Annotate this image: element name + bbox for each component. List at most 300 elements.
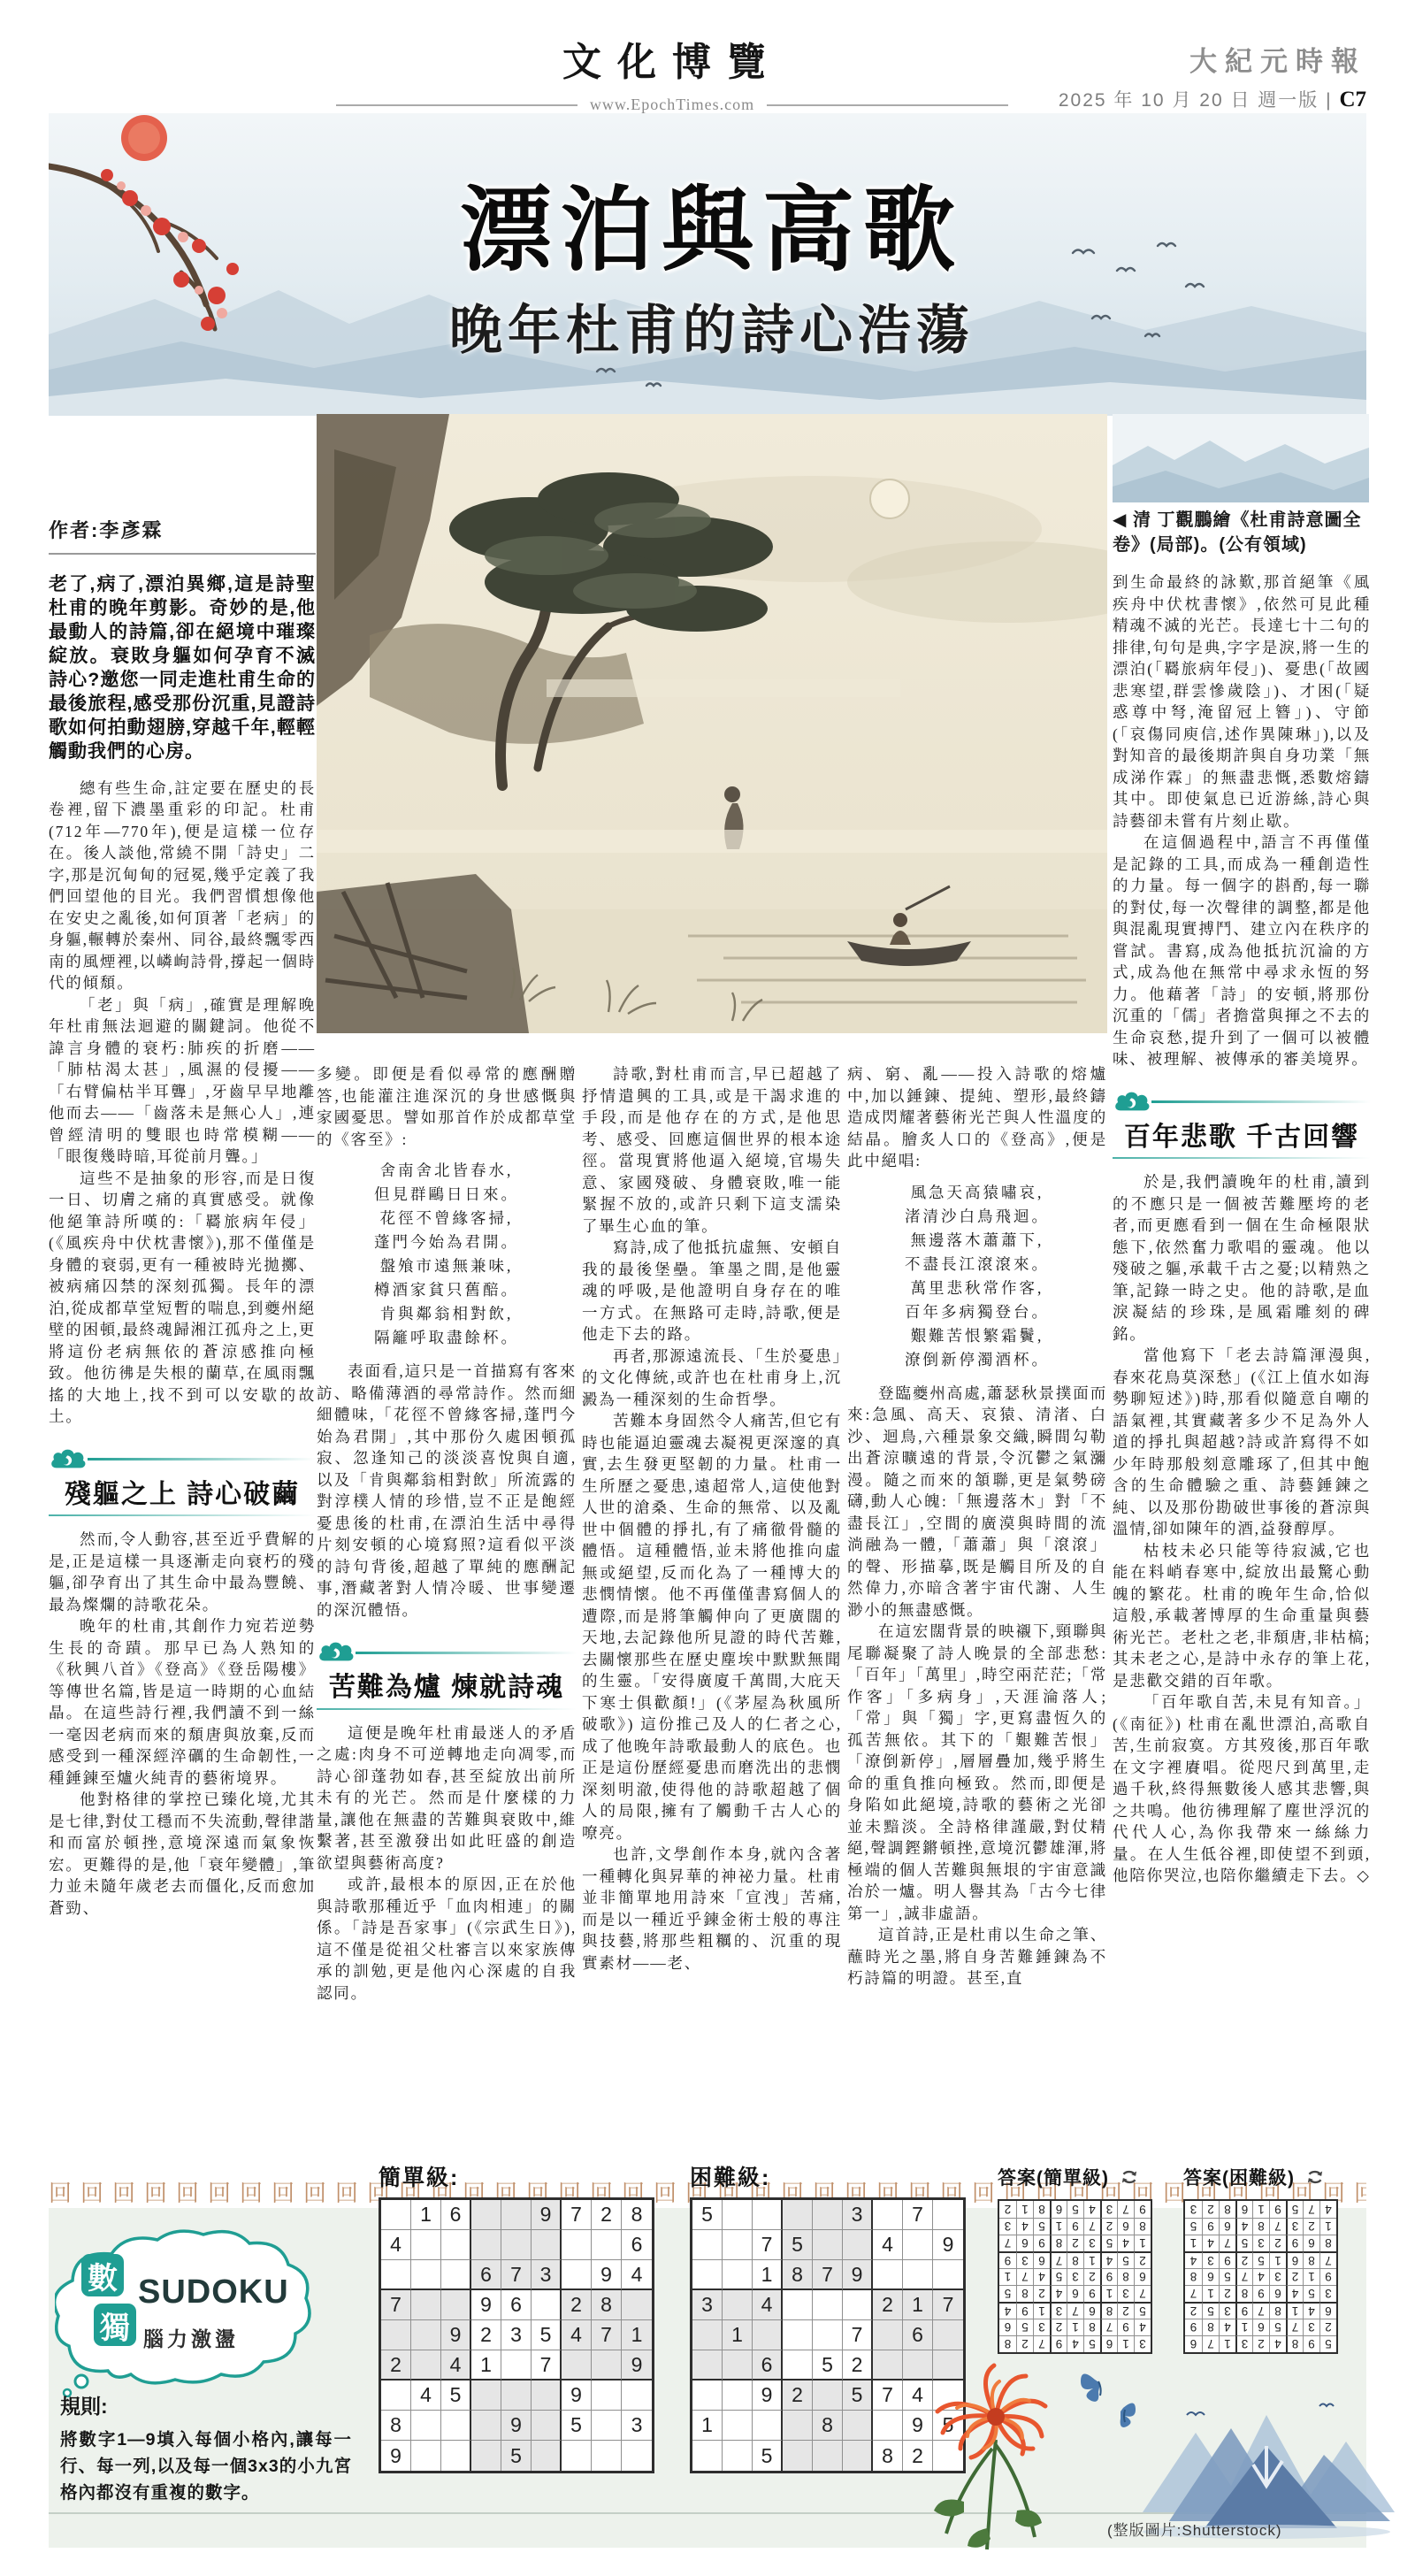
sudoku-cell: 3 [1117, 2285, 1134, 2302]
article-paragraph: 或許,最根本的原因,正在於他與詩歌那種近乎「血肉相連」的關係。「詩是吾家事」(《宗武生日》),這不僅是從祖父杜審言以來家族傳承的訓勉,更是他內心深處的自我認同。 [317, 1875, 577, 2002]
sudoku-cell: 2 [471, 2320, 501, 2350]
sudoku-cell: 7 [1100, 2319, 1117, 2335]
sudoku-cell [692, 2260, 723, 2290]
sudoku-cell [411, 2441, 441, 2471]
sudoku-cell: 1 [692, 2411, 723, 2441]
sudoku-cell: 9 [1235, 2302, 1252, 2319]
sudoku-brand [55, 2229, 336, 2397]
sudoku-cell: 7 [1050, 2251, 1067, 2268]
sudoku-cell: 5 [843, 2380, 873, 2411]
sudoku-cell: 3 [1303, 2319, 1319, 2335]
sudoku-cell: 1 [1219, 2335, 1235, 2352]
sudoku-cell: 6 [1117, 2218, 1134, 2235]
sudoku-cell [471, 2380, 501, 2411]
sudoku-cell [501, 2350, 532, 2380]
sudoku-cell: 6 [1269, 2285, 1286, 2302]
section-heading: 殘軀之上 詩心破繭 [64, 1479, 301, 1509]
sudoku-rules [60, 2390, 352, 2506]
sudoku-cell [692, 2380, 723, 2411]
page-header [336, 30, 1008, 114]
sudoku-cell: 9 [441, 2320, 471, 2350]
sudoku-cell: 4 [562, 2320, 592, 2350]
sudoku-cell: 3 [999, 2218, 1016, 2235]
sudoku-cell [381, 2320, 411, 2350]
article-paragraph: 「老」與「病」,確實是理解晚年杜甫無法迴避的關鍵詞。他從不諱言身體的衰朽:肺疾的折磨——「肺枯渴太甚」,風濕的侵擾——「右臂偏枯半耳聾」,牙齒早早地離他而去——「齒落未是無心人」,連曾經清明的雙眼也時常模糊——「眼復幾時暗,耳從前月聾。」 [49, 995, 316, 1165]
sudoku-cell [933, 2320, 963, 2350]
sudoku-cell: 3 [1235, 2335, 1252, 2352]
sudoku-cell [592, 2230, 622, 2260]
sudoku-cell: 7 [933, 2290, 963, 2320]
sudoku-cell [532, 2380, 562, 2411]
sudoku-cell: 5 [1303, 2285, 1319, 2302]
website-url: www.EpochTimes.com [589, 96, 755, 113]
sudoku-cell: 4 [873, 2230, 903, 2260]
sudoku-cell: 5 [1117, 2251, 1134, 2268]
refresh-icon [1118, 2166, 1141, 2189]
sudoku-cell [411, 2350, 441, 2380]
sudoku-cell: 4 [1269, 2335, 1286, 2352]
sudoku-cell: 7 [1033, 2335, 1050, 2352]
sudoku-cell [753, 2411, 783, 2441]
sudoku-cell: 6 [1033, 2251, 1050, 2268]
sudoku-cell: 9 [999, 2251, 1016, 2268]
cloud-icon [1113, 1090, 1151, 1115]
sudoku-cell: 9 [1050, 2335, 1067, 2352]
date-text: 2025 年 10 月 20 日 週一版 | [1058, 90, 1333, 111]
sudoku-cell [532, 2411, 562, 2441]
article-paragraph: 在這個過程中,語言不再僅僅是記錄的工具,而成為一種創造性的力量。每一個字的斟酌,每一聯的對仗,每一次聲律的調整,都是他與混亂現實搏鬥、建立內在秩序的嘗試。書寫,成為他抵抗沉淪的方式,成為他在無常中尋求永恆的努力。他藉著「詩」的安頓,將那份沉重的「儒」者擔當與揮之不去的生命哀愁,提升到了一個可以被體味、被理解、被傳承的審美境界。 [1113, 833, 1371, 1068]
sudoku-cell: 1 [1033, 2302, 1050, 2319]
sudoku-cell: 1 [1252, 2201, 1269, 2218]
article-paragraph: 在這宏闊背景的映襯下,頸聯與尾聯凝聚了詩人晚景的全部悲愁:「百年」「萬里」,時空兩茫茫;「常作客」「多病身」,天涯淪落人;「常」與「獨」字,更寫盡恆久的孤苦無依。其下的「艱難苦恨」「潦倒新停」,層層疊加,幾乎將生命的重負推向極致。然而,即便是身陷如此絕境,詩歌的藝術之光卻並未黯淡。全詩格律謹嚴,對仗精絕,聲調鏗鏘頓挫,意境沉鬱雄渾,將極端的個人苦難與無垠的宇宙意識冶於一爐。明人譽其為「古今七律第一」,誠非虛語。 [847, 1622, 1107, 1922]
sudoku-char-tile-1: 數 [81, 2254, 124, 2296]
sudoku-cell [562, 2260, 592, 2290]
sudoku-cell [411, 2230, 441, 2260]
article-column-3 [582, 1063, 842, 2194]
image-credit: (整版圖片:Shutterstock) [1107, 2522, 1282, 2539]
sudoku-cell: 7 [1319, 2251, 1336, 2268]
sudoku-cell [723, 2290, 753, 2320]
sudoku-cell [783, 2200, 813, 2230]
sudoku-cell [723, 2230, 753, 2260]
sudoku-cell [622, 2290, 652, 2320]
sudoku-cell: 9 [1134, 2201, 1151, 2218]
sudoku-cell: 8 [592, 2290, 622, 2320]
article-paragraph: 登臨夔州高處,蕭瑟秋景撲面而來:急風、高天、哀猿、清渚、白沙、迴鳥,六種景象交織,瞬間勾勒出蒼涼曠遠的背景,令沉鬱之氣瀰漫。隨之而來的頷聯,更是氣勢磅礴,動人心魄:「無邊落木」對「不盡長江」,空間的廣漠與時間的流淌融為一體,「蕭蕭」與「滾滾」的聲、形描摹,既是觸目所及的自然偉力,亦暗含著宇宙代謝、人生渺小的無盡感慨。 [847, 1384, 1107, 1619]
sudoku-cell: 7 [1202, 2335, 1219, 2352]
sudoku-cell [692, 2230, 723, 2260]
sudoku-cell: 4 [411, 2380, 441, 2411]
sudoku-cell [441, 2230, 471, 2260]
sudoku-cell: 2 [1100, 2218, 1117, 2235]
sudoku-cell: 2 [1235, 2251, 1252, 2268]
rules-title: 規則: [60, 2395, 108, 2418]
hard-answer-grid [1183, 2199, 1338, 2354]
sudoku-cell: 9 [562, 2380, 592, 2411]
sudoku-cell: 9 [592, 2260, 622, 2290]
sudoku-cell: 2 [843, 2350, 873, 2380]
sudoku-cell [783, 2411, 813, 2441]
sudoku-cell: 8 [813, 2411, 843, 2441]
section-title: 文化博覽 [562, 41, 782, 84]
poem: 風急天高猿嘯哀, 渚清沙白鳥飛迴。 無邊落木蕭蕭下, 不盡長江滾滾來。 萬里悲秋常作客, 百年多病獨登台。 艱難苦恨繁霜鬢, 潦倒新停濁酒杯。 [905, 1183, 1050, 1368]
sudoku-cell: 9 [532, 2200, 562, 2230]
sudoku-cell: 5 [753, 2441, 783, 2471]
sudoku-cell: 9 [1219, 2251, 1235, 2268]
sudoku-cell [813, 2441, 843, 2471]
sudoku-cell: 5 [692, 2200, 723, 2230]
sudoku-cell: 6 [999, 2319, 1016, 2335]
sudoku-cell [783, 2320, 813, 2350]
sudoku-cell: 1 [1016, 2201, 1033, 2218]
sudoku-cell: 8 [1050, 2235, 1067, 2251]
sudoku-cell: 1 [1303, 2268, 1319, 2285]
sudoku-cell: 7 [1269, 2218, 1286, 2235]
refresh-icon [1304, 2166, 1327, 2189]
sudoku-cell: 7 [903, 2200, 933, 2230]
sudoku-cell: 4 [381, 2230, 411, 2260]
right-column-mist [1113, 414, 1369, 502]
easy-answer-label-row [998, 2164, 1141, 2190]
sudoku-cell: 9 [933, 2230, 963, 2260]
article-paragraph: 他對格律的掌控已臻化境,尤其是七律,對仗工穩而不失流動,聲律諧和而富於頓挫,意境深遠而氣象恢宏。更難得的是,他「衰年變體」,筆力並未隨年歲老去而僵化,反而愈加蒼勁、 [49, 1790, 316, 1917]
sudoku-cell: 3 [1219, 2302, 1235, 2319]
sudoku-cell: 3 [1269, 2268, 1286, 2285]
article-column-5 [1113, 508, 1371, 2194]
sudoku-cell: 6 [441, 2200, 471, 2230]
sudoku-cell: 8 [1252, 2218, 1269, 2235]
article-paragraph: 苦難本身固然令人痛苦,但它有時也能逼迫靈魂去凝視更深邃的真實,去生發更堅韌的力量。杜甫一生所歷之憂患,遠超常人,這使他對人世的滄桑、生命的無常、以及亂世中個體的掙扎,有了痛徹骨髓的體悟。這種體悟,並未將他推向虛無或絕望,反而化為了一種博大的悲憫情懷。他不再僅僅書寫個人的遭際,而是將筆觸伸向了更廣闊的天地,去記錄他所見證的時代苦難,去關懷那些在歷史塵埃中默默無聞的生靈。「安得廣廈千萬間,大庇天下寒士俱歡顏!」(《茅屋為秋風所破歌》) 這份推己及人的仁者之心,成了他晚年詩歌最動人的底色。也正是這份歷經憂患而磨洗出的悲憫深刻明澈,使得他的詩歌超越了個人的局限,擁有了觸動千古人心的嘹亮。 [582, 1412, 842, 1842]
sudoku-cell [903, 2260, 933, 2290]
sudoku-cell: 3 [1134, 2335, 1151, 2352]
sudoku-cell: 7 [813, 2260, 843, 2290]
sudoku-cell [813, 2380, 843, 2411]
sudoku-cell: 2 [1083, 2268, 1100, 2285]
sudoku-cell: 5 [1083, 2335, 1100, 2352]
sudoku-cell: 1 [1100, 2285, 1117, 2302]
article-column-1 [49, 520, 316, 2194]
sudoku-cell: 9 [1016, 2302, 1033, 2319]
sudoku-cell: 4 [1067, 2335, 1083, 2352]
sudoku-cell: 4 [441, 2350, 471, 2380]
sudoku-cell: 9 [1202, 2218, 1219, 2235]
sudoku-cell: 4 [1202, 2235, 1219, 2251]
sudoku-cell: 7 [1185, 2285, 1202, 2302]
article-paragraph: 於是,我們讀晚年的杜甫,讀到的不應只是一個被苦難壓垮的老者,而更應看到一個在生命極限狀態下,依然奮力歌唱的靈魂。他以殘破之軀,承載千古之憂;以精熟之筆,記錄一時之史。他的詩歌,是血淚凝結的珍珠,是風霜雕刻的碑銘。 [1113, 1173, 1371, 1343]
sudoku-cell [692, 2320, 723, 2350]
sudoku-cell: 8 [1117, 2268, 1134, 2285]
sudoku-cell: 3 [1252, 2235, 1269, 2251]
sudoku-cell: 6 [1303, 2235, 1319, 2251]
masthead-block [1059, 39, 1366, 112]
sudoku-cell: 4 [903, 2380, 933, 2411]
article-column-4 [847, 1063, 1107, 2194]
sudoku-cell: 6 [622, 2230, 652, 2260]
sudoku-cell: 4 [1303, 2302, 1319, 2319]
article-paragraph: 這便是晚年杜甫最迷人的矛盾之處:肉身不可逆轉地走向凋零,而詩心卻蓬勃如春,甚至綻放出前所未有的光芒。然而是什麼樣的力量,讓他在無盡的苦難與衰敗中,維繫著,甚至激發出如此旺盛的創造欲望與藝術高度? [317, 1723, 577, 1872]
sudoku-cell: 2 [1134, 2251, 1151, 2268]
sudoku-cell: 8 [1286, 2335, 1303, 2352]
sudoku-cell: 2 [1303, 2218, 1319, 2235]
sudoku-cell: 8 [783, 2260, 813, 2290]
sudoku-cell: 1 [1185, 2235, 1202, 2251]
plum-blossom-illustration [49, 113, 314, 352]
page-number: C7 [1339, 88, 1366, 111]
sudoku-cell: 2 [1117, 2302, 1134, 2319]
sudoku-cell: 1 [622, 2320, 652, 2350]
sudoku-cell: 2 [783, 2380, 813, 2411]
main-title: 漂泊與高歌 [459, 180, 964, 282]
sudoku-cell: 7 [1117, 2201, 1134, 2218]
sudoku-cell [471, 2411, 501, 2441]
sudoku-cell: 9 [381, 2441, 411, 2471]
sudoku-cell [411, 2290, 441, 2320]
sudoku-cell: 6 [1185, 2335, 1202, 2352]
sudoku-cell: 8 [1185, 2268, 1202, 2285]
sudoku-cell: 8 [1134, 2218, 1151, 2235]
sudoku-cell [501, 2230, 532, 2260]
sudoku-cell: 8 [1319, 2235, 1336, 2251]
sudoku-cell [441, 2411, 471, 2441]
section-heading-block [1113, 1090, 1371, 1160]
sudoku-cell: 2 [1185, 2302, 1202, 2319]
sudoku-cell [753, 2200, 783, 2230]
masthead: 大紀元時報 [1189, 46, 1366, 77]
sudoku-cell: 9 [1286, 2235, 1303, 2251]
sudoku-cell: 5 [532, 2320, 562, 2350]
sudoku-cell: 1 [903, 2290, 933, 2320]
sudoku-cell: 4 [1219, 2319, 1235, 2335]
easy-answer-label: 答案(簡單級) [998, 2168, 1109, 2189]
sudoku-cell: 9 [1067, 2218, 1083, 2235]
sudoku-cell: 5 [813, 2350, 843, 2380]
sudoku-cell: 5 [933, 2411, 963, 2441]
sudoku-cell: 7 [1067, 2302, 1083, 2319]
sudoku-cell: 3 [1016, 2251, 1033, 2268]
sudoku-cell [411, 2320, 441, 2350]
cloud-icon [317, 1640, 356, 1665]
sudoku-cell [441, 2260, 471, 2290]
sudoku-cell [873, 2200, 903, 2230]
sudoku-cell: 9 [1269, 2201, 1286, 2218]
flower-head [937, 2365, 1045, 2457]
sudoku-cell: 5 [1252, 2251, 1269, 2268]
sudoku-cell: 3 [1067, 2268, 1083, 2285]
sudoku-cell: 9 [843, 2260, 873, 2290]
article-paragraph: 「百年歌自苦,未見有知音。」(《南征》) 杜甫在亂世漂泊,高歌自苦,生前寂寞。方其歿後,那百年歌在文字裡賡唱。從咫尺到萬里,走過千秋,終得無數後人感其悲響,與之共鳴。他彷彿理解了塵世浮沉的代代人心,為你我帶來一絲絲力量。在人生低谷裡,即使望不到頭,他陪你哭泣,也陪你繼續走下去。◇ [1113, 1693, 1371, 1884]
sudoku-cell [723, 2260, 753, 2290]
sudoku-cell: 5 [501, 2441, 532, 2471]
sudoku-cell [723, 2200, 753, 2230]
sudoku-cell [813, 2230, 843, 2260]
sudoku-cell: 6 [1067, 2285, 1083, 2302]
sudoku-cell: 6 [903, 2320, 933, 2350]
sudoku-cell: 2 [1286, 2268, 1303, 2285]
sudoku-cell: 4 [1252, 2268, 1269, 2285]
sudoku-cell: 7 [1303, 2201, 1319, 2218]
sudoku-cell: 1 [1286, 2302, 1303, 2319]
sudoku-cell [933, 2200, 963, 2230]
sudoku-cell: 5 [1319, 2335, 1336, 2352]
sudoku-cell: 2 [1067, 2235, 1083, 2251]
article-paragraph: 晚年的杜甫,其創作力宛若逆勢生長的奇蹟。那早已為人熟知的《秋興八首》《登高》《登岳陽樓》等傳世名篇,皆是這一時期的心血結晶。在這些詩行裡,我們讀不到一絲一毫因老病而來的頹唐與放棄,反而感受到一種深經淬礪的生命韌性,一種錘鍊至爐火純青的藝術境界。 [49, 1617, 316, 1787]
sudoku-cell: 8 [1202, 2319, 1219, 2335]
sudoku-cell [441, 2441, 471, 2471]
sudoku-cell: 6 [1050, 2201, 1067, 2218]
sudoku-cell: 4 [999, 2302, 1016, 2319]
article-paragraph: 寫詩,成了他抵抗虛無、安頓自我的最後堡壘。筆墨之間,是他靈魂的呼吸,是他證明自身存在的唯一方式。在無路可走時,詩歌,便是他走下去的路。 [582, 1238, 842, 1343]
byline: 作者:李彥霖 [49, 520, 316, 555]
poem: 舍南舍北皆春水, 但見群鷗日日來。 花徑不曾緣客掃, 蓬門今始為君開。 盤飧市遠無兼味, 樽酒家貧只舊醅。 肯與鄰翁相對飲, 隔籬呼取盡餘杯。 [374, 1162, 519, 1346]
sudoku-cell: 6 [753, 2350, 783, 2380]
sudoku-cell [753, 2320, 783, 2350]
sudoku-cell [592, 2350, 622, 2380]
sudoku-cell: 4 [1016, 2218, 1033, 2235]
sudoku-cell [562, 2230, 592, 2260]
ink-painting [317, 414, 1107, 1033]
sudoku-cell: 2 [1269, 2235, 1286, 2251]
sudoku-cell [843, 2230, 873, 2260]
sudoku-cell: 3 [692, 2290, 723, 2320]
sudoku-cell: 5 [1067, 2201, 1083, 2218]
sudoku-cell [562, 2441, 592, 2471]
rules-text: 將數字1—9填入每個小格內,讓每一行、每一列,以及每一個3x3的小九宮格內都沒有重複的數字。 [60, 2430, 352, 2503]
hard-answer-label-row [1183, 2164, 1327, 2190]
sudoku-cell [381, 2260, 411, 2290]
sudoku-cell: 5 [1286, 2201, 1303, 2218]
sudoku-cell [813, 2200, 843, 2230]
sudoku-cell: 4 [1286, 2285, 1303, 2302]
article-paragraph: 詩歌,對杜甫而言,早已超越了抒情遣興的工具,或是干謁求進的手段,而是他存在的方式,是他思考、感受、回應這個世界的根本途徑。當現實將他逼入絕境,官場失意、家國殘破、身體衰敗,唯一能緊握不放的,或許只剩下這支濡染了畢生心血的筆。 [582, 1065, 842, 1235]
sudoku-cell: 9 [1303, 2335, 1319, 2352]
sudoku-cell: 4 [1134, 2319, 1151, 2335]
sudoku-cell: 6 [1134, 2268, 1151, 2285]
sudoku-cell: 1 [1235, 2319, 1252, 2335]
sudoku-cell: 9 [1083, 2285, 1100, 2302]
sudoku-cell: 5 [1219, 2268, 1235, 2285]
sudoku-cell: 3 [1100, 2201, 1117, 2218]
sudoku-cell [532, 2441, 562, 2471]
sudoku-cell: 9 [903, 2411, 933, 2441]
sudoku-cell: 4 [1117, 2235, 1134, 2251]
sudoku-cell: 1 [1083, 2251, 1100, 2268]
sudoku-cell: 2 [1004, 2203, 1012, 2216]
sudoku-cell: 3 [1050, 2302, 1067, 2319]
sudoku-cell: 9 [1252, 2285, 1269, 2302]
sudoku-cell: 8 [1033, 2201, 1050, 2218]
sudoku-cell [723, 2441, 753, 2471]
sudoku-cell: 6 [501, 2290, 532, 2320]
sudoku-cell: 1 [1067, 2319, 1083, 2335]
hero-artwork [49, 113, 1366, 416]
sudoku-cell [873, 2350, 903, 2380]
sudoku-cell: 2 [1033, 2285, 1050, 2302]
sudoku-cell: 2 [1219, 2285, 1235, 2302]
sudoku-cell: 8 [1016, 2285, 1033, 2302]
sudoku-cell: 5 [1050, 2268, 1067, 2285]
sudoku-cell: 3 [622, 2411, 652, 2441]
sudoku-cell [843, 2411, 873, 2441]
sudoku-cell: 5 [441, 2380, 471, 2411]
article-column-2 [317, 1063, 577, 2194]
sudoku-cell: 9 [501, 2411, 532, 2441]
sudoku-cell [813, 2320, 843, 2350]
sudoku-cell: 7 [753, 2230, 783, 2260]
sudoku-cell [411, 2411, 441, 2441]
sudoku-cell [843, 2441, 873, 2471]
easy-sudoku-grid [379, 2197, 654, 2473]
sudoku-cell [532, 2230, 562, 2260]
sudoku-cell: 2 [1202, 2201, 1219, 2218]
sudoku-cell [813, 2290, 843, 2320]
easy-answer-grid [998, 2199, 1152, 2354]
section-heading: 百年悲歌 千古回響 [1123, 1122, 1360, 1152]
sudoku-cell: 7 [562, 2200, 592, 2230]
sudoku-cell: 7 [1083, 2218, 1100, 2235]
sudoku-cell: 3 [1319, 2285, 1336, 2302]
sudoku-cell: 7 [532, 2350, 562, 2380]
image-caption: ◀ 清 丁觀鵬繪《杜甫詩意圖全卷》(局部)。(公有領域) [1113, 510, 1362, 555]
article-paragraph: 當他寫下「老去詩篇渾漫與,春來花鳥莫深愁」(《江上值水如海勢聊短述》)時,那看似隨意自嘲的語氣裡,其實藏著多少不足為外人道的掙扎與超越?詩或許寫得不如少年時那般刻意雕琢了,但其中飽含的生命體驗之重、詩藝錘鍊之純、以及那份勘破世事後的蒼涼與溫情,卻如陳年的酒,益發醇厚。 [1113, 1346, 1371, 1537]
sudoku-cell: 8 [1235, 2285, 1252, 2302]
sudoku-cell [501, 2380, 532, 2411]
sudoku-cell [723, 2380, 753, 2411]
sudoku-cell: 6 [1235, 2201, 1252, 2218]
sudoku-cell: 4 [1319, 2201, 1336, 2218]
sudoku-cell: 6 [1319, 2302, 1336, 2319]
sudoku-cell [783, 2350, 813, 2380]
sudoku-cell [501, 2200, 532, 2230]
sudoku-cell [411, 2260, 441, 2290]
sudoku-cell: 8 [873, 2441, 903, 2471]
sudoku-cell: 7 [592, 2320, 622, 2350]
sudoku-cell [692, 2350, 723, 2380]
sudoku-cell: 2 [1252, 2335, 1269, 2352]
sudoku-cell: 6 [1219, 2218, 1235, 2235]
sudoku-cell: 8 [381, 2411, 411, 2441]
section-heading: 苦難為爐 煉就詩魂 [328, 1673, 565, 1702]
sudoku-cell: 3 [1202, 2251, 1219, 2268]
sudoku-cell: 1 [1319, 2218, 1336, 2235]
sudoku-cell: 6 [1252, 2319, 1269, 2335]
chrysanthemum-illustration [911, 2360, 1079, 2555]
sudoku-cell: 6 [1083, 2302, 1100, 2319]
subtitle: 晚年杜甫的詩心浩蕩 [449, 301, 975, 360]
sudoku-cell: 7 [843, 2320, 873, 2350]
article-paragraph: 這首詩,正是杜甫以生命之筆、蘸時光之墨,將自身苦難錘鍊為不朽詩篇的明證。甚至,直 [847, 1926, 1107, 1987]
section-heading-block [317, 1640, 577, 1710]
sudoku-cell: 1 [1117, 2335, 1134, 2352]
sudoku-cell: 1 [1050, 2218, 1067, 2235]
sudoku-cell: 4 [1033, 2268, 1050, 2285]
sudoku-cell [381, 2200, 411, 2230]
sudoku-cell: 5 [1134, 2302, 1151, 2319]
sudoku-cell: 5 [1185, 2218, 1202, 2235]
sudoku-cell: 1 [723, 2320, 753, 2350]
sudoku-cell: 5 [783, 2230, 813, 2260]
sudoku-cell: 8 [1269, 2302, 1286, 2319]
column-flow [49, 778, 316, 1920]
sudoku-cell [783, 2441, 813, 2471]
sudoku-cell: 8 [1067, 2251, 1083, 2268]
sudoku-cell: 5 [999, 2285, 1016, 2302]
sudoku-wordmark: SUDOKU [138, 2273, 289, 2311]
sudoku-tagline: 腦力激盪 [143, 2327, 239, 2350]
sudoku-cell: 8 [1219, 2201, 1235, 2218]
sudoku-cell: 5 [562, 2411, 592, 2441]
sudoku-cell: 1 [1269, 2251, 1286, 2268]
sudoku-cell: 1 [1134, 2235, 1151, 2251]
